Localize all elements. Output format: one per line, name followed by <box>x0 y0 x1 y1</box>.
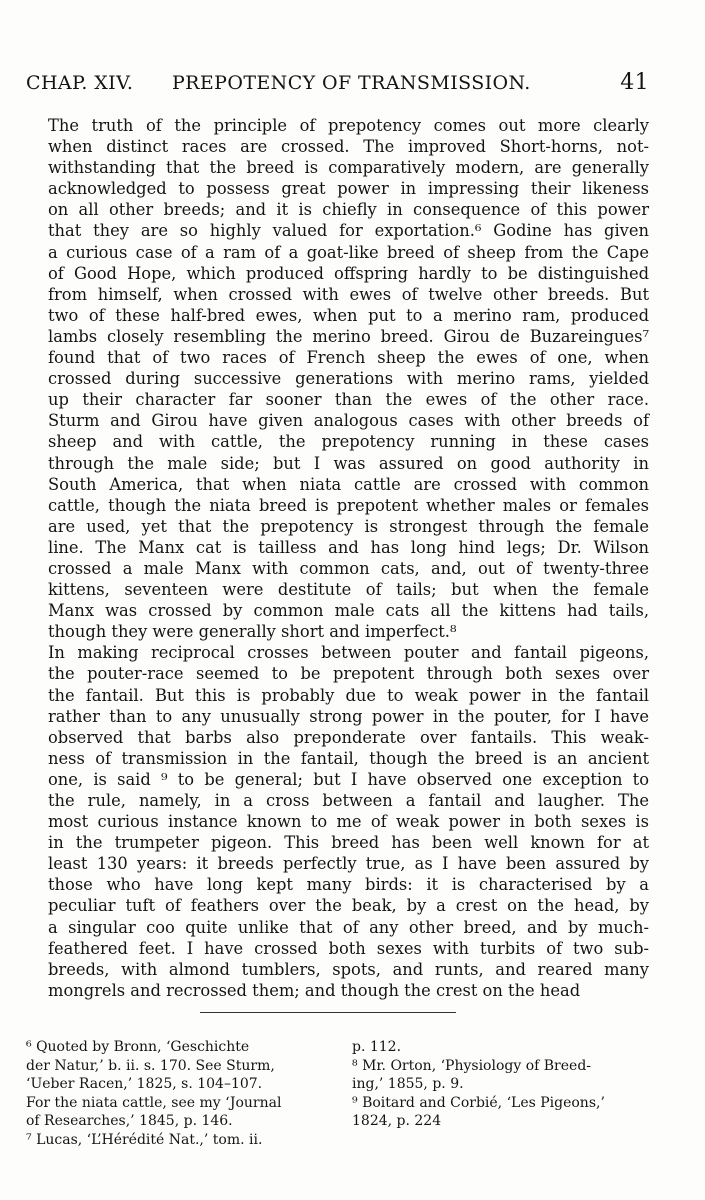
text-line: Manx was crossed by common male cats all the kittens had tails, <box>48 601 649 621</box>
text-line: South America, that when niata cattle are crossed with common <box>48 474 649 494</box>
footnote-line: ⁷ Lucas, ‘L’Hérédité Nat.,’ tom. ii. <box>26 1131 263 1148</box>
text-line: the rule, namely, in a cross between a fantail and laugher. The <box>48 791 649 810</box>
text-line: from himself, when crossed with ewes of twelve other breeds. But <box>48 284 649 304</box>
text-line: cattle, though the niata breed is prepotent whether males or females <box>48 495 649 515</box>
text-line: feathered feet. I have crossed both sexes with turbits of two sub- <box>48 938 649 958</box>
footnotes-right-column <box>352 1038 652 1131</box>
footnote-divider <box>200 1012 456 1013</box>
running-header <box>26 72 649 102</box>
footnote-line: For the niata cattle, see my ‘Journal <box>26 1094 282 1111</box>
footnote-line: ‘Ueber Racen,’ 1825, s. 104–107. <box>26 1076 263 1093</box>
footnote-line: ing,’ 1855, p. 9. <box>352 1076 464 1093</box>
footnote-line: der Natur,’ b. ii. s. 170. See Sturm, <box>26 1057 275 1074</box>
footnotes-left-column <box>26 1038 324 1150</box>
text-line: the pouter-race seemed to be prepotent through both sexes over <box>48 664 649 684</box>
body-text <box>28 115 649 1001</box>
text-line: of Good Hope, which produced offspring hardly to be distinguished <box>48 263 649 283</box>
text-line: on all other breeds; and it is chiefly in consequence of this power <box>48 200 649 220</box>
text-line: crossed during successive generations with merino rams, yielded <box>48 369 649 389</box>
text-line: mongrels and recrossed them; and though the crest on the head <box>48 980 581 1000</box>
text-line: one, is said ⁹ to be general; but I have observed one exception to <box>48 769 649 789</box>
chapter-label: CHAP. XIV. <box>26 72 134 94</box>
text-line: a singular coo quite unlike that of any other breed, and by much- <box>48 917 649 937</box>
text-line: up their character far sooner than the ewes of the other race. <box>48 390 649 410</box>
footnote-line: 1824, p. 224 <box>352 1113 442 1130</box>
text-line: lambs closely resembling the merino breed. Girou de Buzareingues⁷ <box>48 326 649 346</box>
text-line: line. The Manx cat is tailless and has long hind legs; Dr. Wilson <box>48 537 649 557</box>
text-line: withstanding that the breed is comparatively modern, are generally <box>48 158 649 178</box>
text-line: Sturm and Girou have given analogous cases with other breeds of <box>48 411 649 431</box>
text-line: a curious case of a ram of a goat-like breed of sheep from the Cape <box>48 242 649 262</box>
text-line: sheep and with cattle, the prepotency running in these cases <box>48 432 649 452</box>
text-line: that they are so highly valued for exportation.⁶ Godine has given <box>48 221 649 241</box>
text-line: found that of two races of French sheep the ewes of one, when <box>48 348 649 368</box>
text-line: are used, yet that the prepotency is strongest through the female <box>48 516 649 536</box>
footnote-line: of Researches,’ 1845, p. 146. <box>26 1113 233 1130</box>
text-line: the fantail. But this is probably due to weak power in the fantail <box>48 685 649 705</box>
footnote-line: ⁹ Boitard and Corbié, ‘Les Pigeons,’ <box>352 1094 605 1111</box>
text-line: peculiar tuft of feathers over the beak, by a crest on the head, by <box>48 896 649 916</box>
text-line: ness of transmission in the fantail, though the breed is an ancient <box>48 748 649 768</box>
text-line: In making reciprocal crosses between pouter and fantail pigeons, <box>48 643 649 663</box>
paragraph <box>28 642 649 1001</box>
footnote-line: p. 112. <box>352 1039 402 1055</box>
text-line: rather than to any unusually strong power in the pouter, for I have <box>48 706 649 726</box>
text-line: those who have long kept many birds: it is characterised by a <box>48 875 649 895</box>
text-line: crossed a male Manx with common cats, and, out of twenty-three <box>48 558 649 578</box>
paragraph <box>28 115 649 642</box>
text-line: in the trumpeter pigeon. This breed has been well known for at <box>48 833 649 853</box>
text-line: when distinct races are crossed. The improved Short-horns, not- <box>48 137 649 157</box>
footnote-line: ⁸ Mr. Orton, ‘Physiology of Breed- <box>352 1057 592 1074</box>
text-line: breeds, with almond tumblers, spots, and runts, and reared many <box>48 959 649 979</box>
text-line: The truth of the principle of prepotency comes out more clearly <box>48 116 649 135</box>
running-title: PREPOTENCY OF TRANSMISSION. <box>172 72 531 94</box>
text-line: observed that barbs also preponderate over fantails. This weak- <box>48 727 649 747</box>
text-line: though they were generally short and imperfect.⁸ <box>48 622 457 642</box>
text-line: two of these half-bred ewes, when put to a merino ram, produced <box>48 305 649 325</box>
text-line: least 130 years: it breeds perfectly true, as I have been assured by <box>48 854 649 874</box>
page-number: 41 <box>620 70 649 95</box>
footnote-line: ⁶ Quoted by Bronn, ‘Geschichte <box>26 1039 250 1055</box>
text-line: through the male side; but I was assured on good authority in <box>48 453 649 473</box>
text-line: acknowledged to possess great power in impressing their likeness <box>48 179 649 199</box>
text-line: kittens, seventeen were destitute of tails; but when the female <box>48 580 649 600</box>
text-line: most curious instance known to me of weak power in both sexes is <box>48 812 649 832</box>
